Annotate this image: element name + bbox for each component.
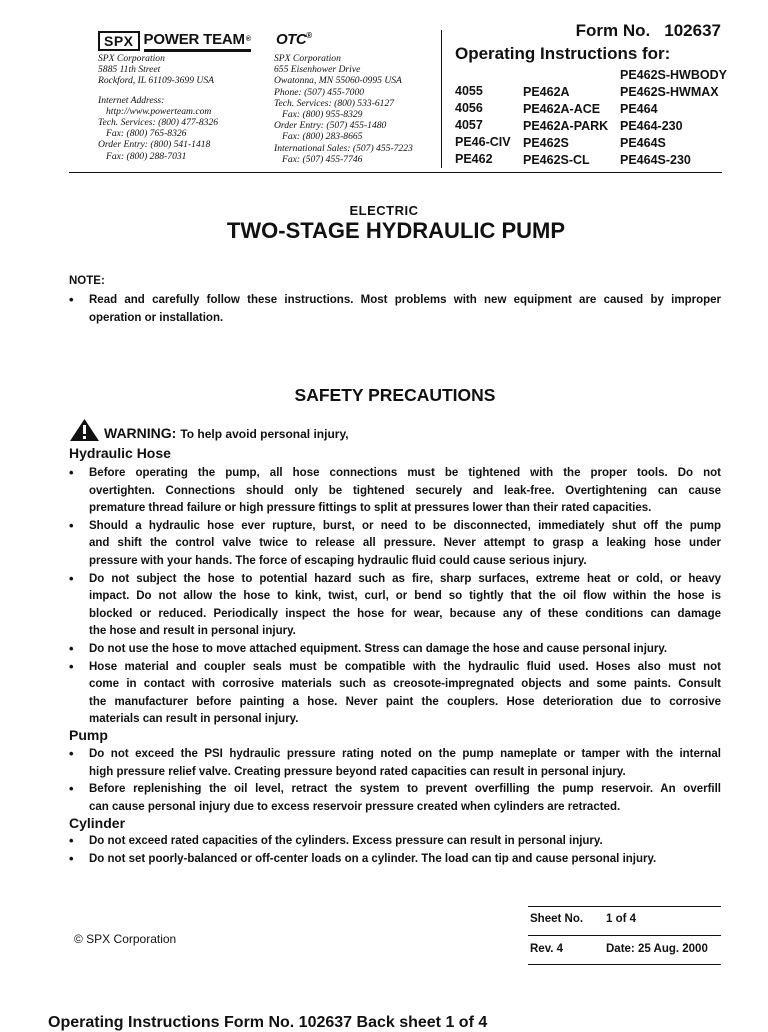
address-line: Fax: (507) 455-7746 (282, 153, 363, 165)
address-line: Tech. Services: (800) 533-6127 (274, 97, 395, 109)
bullet: • (69, 465, 74, 480)
model-column-1 (455, 83, 511, 168)
copyright-text: © SPX Corporation (74, 932, 177, 946)
text-line: can cause personal injury due to excess reservoir pressure created when cylinders are retracted. (89, 800, 621, 813)
warning-text: To help avoid personal injury, (180, 427, 349, 441)
text-line: overtighten. Connections should only be tightened securely and leak-free. Overtightening can cause (89, 484, 721, 497)
text-line: the manufacturer before painting a hose. Never paint the couplers. Hose deterioration due to corrosive (89, 695, 721, 708)
table-rule (528, 906, 721, 907)
address-line: Fax: (800) 955-8329 (282, 109, 363, 121)
text-line: Before operating the pump, all hose connections must be tightened with the proper tools. Do not (89, 467, 721, 479)
otc-logo: OTC® (276, 31, 312, 48)
warning-line (69, 418, 349, 442)
text-line: the hose and result in personal injury. (89, 625, 296, 638)
bullet: • (69, 641, 74, 656)
model-number: PE462S-HWBODY (620, 68, 727, 82)
sheet-number-value: 1 of 4 (606, 913, 637, 925)
bullet: • (69, 570, 74, 586)
model-number: PE462S-HWMAX (620, 85, 719, 99)
note-label: NOTE: (69, 275, 105, 287)
address-line: Fax: (800) 765-8326 (106, 128, 187, 140)
address-line: International Sales: (507) 455-7223 (274, 142, 413, 154)
document-subtitle: ELECTRIC (349, 203, 419, 218)
revision-date: Date: 25 Aug. 2000 (606, 943, 708, 955)
text-line: premature thread failure or high pressure fittings to split at pressures lower than their rated capacities. (89, 502, 652, 515)
text-line: high pressure relief valve. Creating pressure beyond rated capacities can result in personal injury. (89, 765, 626, 778)
text-line: materials can result in personal injury. (89, 713, 299, 726)
section-heading-cylinder: Cylinder (69, 815, 126, 831)
text-line: Do not exceed rated capacities of the cylinders. Excess pressure can result in personal injury. (89, 835, 603, 847)
text-line: Do not use the hose to move attached equipment. Stress can damage the hose and cause personal injury. (89, 643, 668, 655)
form-number-value: 102637 (664, 21, 721, 40)
text-line: Do not set poorly-balanced or off-center loads on a cylinder. The load can tip and cause personal injury. (89, 852, 657, 865)
document-title: TWO-STAGE HYDRAULIC PUMP (226, 218, 566, 243)
model-number: PE46-CIV (455, 135, 511, 149)
text-line: Hose material and coupler seals must be compatible with the hydraulic fluid used. Hoses also must not (89, 660, 721, 673)
operating-instructions-heading: Operating Instructions for: (455, 44, 671, 63)
model-number: 4057 (455, 118, 483, 132)
text-line: blocked or reduced. Periodically inspect the hose for wear, because any of these conditions can damage (89, 607, 721, 620)
bullet: • (69, 658, 74, 674)
model-number: PE462A-PARK (523, 119, 609, 133)
model-number: PE462 (455, 152, 493, 166)
text-line: Read and carefully follow these instructions. Most problems with new equipment are caused by improper (89, 294, 721, 306)
address-line: 5885 11th Street (98, 64, 161, 76)
text-line: Should a hydraulic hose ever rupture, burst, or need to be disconnected, immediately shut off the pump (89, 519, 721, 532)
model-number: 4056 (455, 101, 483, 115)
warning-triangle-icon (69, 418, 100, 442)
bullet: • (69, 746, 74, 761)
bullet: • (69, 517, 74, 533)
address-line: SPX Corporation (98, 53, 165, 64)
warning-label: WARNING: (104, 425, 177, 441)
form-number-label: Form No. (575, 21, 651, 40)
text-line: Do not subject the hose to potential hazard such as fire, sharp surfaces, extreme heat or cold, or heavy (89, 572, 721, 585)
section-heading-hydraulic-hose: Hydraulic Hose (69, 445, 171, 461)
address-line: Rockford, IL 61109-3699 USA (98, 75, 215, 87)
address-line: Owatonna, MN 55060-0995 USA (274, 75, 402, 87)
address-line: Fax: (800) 288-7031 (106, 150, 187, 162)
address-line: Order Entry: (800) 541-1418 (98, 139, 211, 151)
bullet: • (69, 292, 74, 307)
table-rule (528, 964, 721, 965)
address-block-owatonna (274, 53, 413, 165)
model-number: PE462S (523, 136, 569, 150)
model-number: PE462A-ACE (523, 102, 601, 116)
text-line: pressure with your hands. The force of escaping hydraulic fluid could cause serious injury. (89, 554, 587, 567)
model-number: 4055 (455, 84, 483, 98)
header-divider-vertical (441, 30, 442, 168)
address-line: Phone: (507) 455-7000 (274, 86, 365, 98)
text-line: Do not exceed the PSI hydraulic pressure rating noted on the pump nameplate or tamper with the internal (89, 748, 721, 760)
header-rule (69, 172, 722, 173)
text-line: come in contact with corrosive materials such as creosote-impregnated objects and some paints. Consult (89, 678, 721, 691)
model-number: PE462S-CL (523, 153, 590, 167)
text-line: and shift the control valve twice to release all pressure. Never attempt to grasp a leaking hose under (89, 537, 721, 550)
address-block-rockford (98, 53, 218, 162)
power-team-logo (98, 30, 251, 52)
page-footer-text: Operating Instructions Form No. 102637 Back sheet 1 of 4 (48, 1014, 488, 1031)
model-column-2 (523, 84, 608, 169)
spx-logo-box: SPX (98, 31, 140, 51)
power-team-wordmark: POWER TEAM® (144, 31, 251, 52)
form-number (576, 21, 721, 41)
address-line: Order Entry: (507) 455-1480 (274, 120, 387, 132)
bullet: • (69, 850, 74, 866)
text-line: operation or installation. (89, 311, 224, 324)
model-number: PE464S-230 (620, 153, 691, 167)
bullet: • (69, 833, 74, 848)
table-rule (528, 935, 721, 936)
revision-label: Rev. 4 (530, 943, 564, 955)
address-line: 655 Eisenhower Drive (274, 64, 361, 76)
section-heading-pump: Pump (69, 727, 108, 743)
sheet-number-label: Sheet No. (530, 913, 584, 925)
website-text: http://www.powerteam.com (106, 105, 212, 117)
address-line: Tech. Services: (800) 477-8326 (98, 117, 219, 129)
address-line: SPX Corporation (274, 53, 341, 64)
model-number: PE462A (523, 85, 570, 99)
address-line: Fax: (800) 283-8665 (282, 131, 363, 143)
text-line: Before replenishing the oil level, retract the system to prevent overfilling the pump reservoir. An overfill (89, 783, 721, 796)
address-line: Internet Address: (98, 94, 165, 106)
text-line: impact. Do not allow the hose to kink, twist, curl, or bend so tightly that the oil flow within the hose is (89, 590, 721, 603)
model-number: PE464S (620, 136, 666, 150)
model-column-3 (620, 67, 727, 169)
model-number: PE464 (620, 102, 658, 116)
model-number: PE464-230 (620, 119, 683, 133)
safety-heading: SAFETY PRECAUTIONS (294, 385, 496, 405)
bullet: • (69, 781, 74, 797)
